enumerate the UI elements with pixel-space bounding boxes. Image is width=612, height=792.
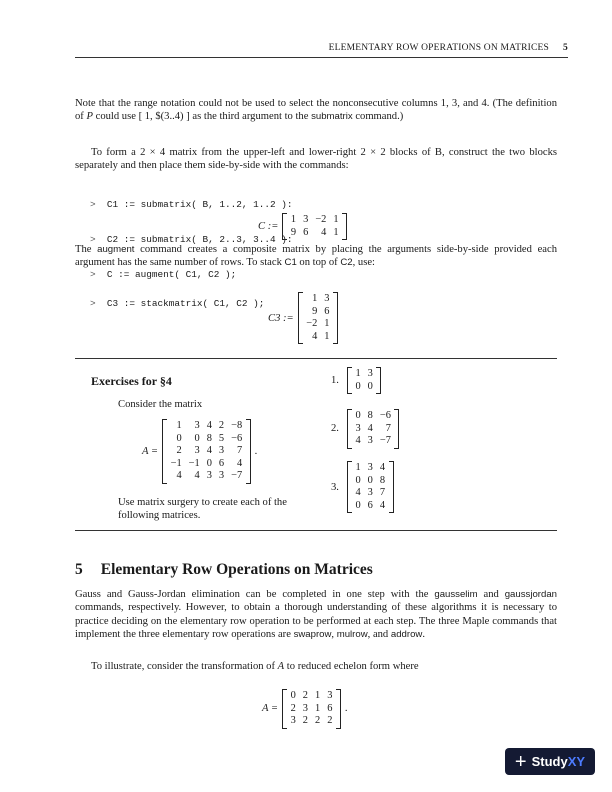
matrix-brackets <box>298 292 338 344</box>
exercises-instruction: Use matrix surgery to create each of the following matrices. <box>118 497 287 522</box>
header-rule <box>75 57 568 58</box>
matrix-brackets <box>162 419 251 484</box>
matrix-entry: 1 <box>324 318 330 330</box>
matrix-entry: 0 <box>290 690 296 701</box>
matrix-entry: 1 <box>314 690 321 701</box>
matrix-entry: 1 <box>324 330 330 342</box>
matrix-row <box>287 214 342 227</box>
matrix-entry: −2 <box>315 214 327 225</box>
matrix-entry: 3 <box>327 690 333 701</box>
matrix-entry: 0 <box>367 474 373 486</box>
matrix-C <box>258 213 347 240</box>
matrix-entry: −2 <box>306 318 318 330</box>
matrix-row <box>352 423 394 436</box>
matrix-entry: 1 <box>333 214 339 225</box>
matrix-row <box>287 227 342 240</box>
matrix-entry: 3 <box>355 422 361 434</box>
matrix-entry: 4 <box>367 422 373 434</box>
matrix-entry: 4 <box>379 462 386 473</box>
matrix-brackets <box>282 689 341 729</box>
matrix-entry: 0 <box>194 432 200 444</box>
matrix-row <box>352 500 389 513</box>
matrix-label: A = <box>262 703 279 715</box>
matrix-entry: 0 <box>176 432 182 444</box>
matrix-entry: 4 <box>206 420 212 431</box>
matrix-row <box>167 470 246 483</box>
matrix-entry: −8 <box>231 420 243 431</box>
exercise-item-2 <box>331 409 399 449</box>
matrix-entry: −7 <box>379 435 391 447</box>
matrix-row <box>303 318 333 331</box>
matrix-entry: 7 <box>236 445 243 457</box>
matrix-entry: 1 <box>290 214 297 225</box>
matrix-entry: 1 <box>312 293 318 304</box>
matrix-row <box>287 703 336 716</box>
matrix-entry: 3 <box>194 445 200 457</box>
matrix-entry: −1 <box>188 457 200 469</box>
matrix-brackets <box>347 367 381 394</box>
matrix-brackets <box>282 213 347 240</box>
matrix-entry: 7 <box>385 422 391 434</box>
matrix-entry: 9 <box>290 226 297 238</box>
matrix-entry: 4 <box>355 487 361 499</box>
matrix-entry: 4 <box>206 445 212 457</box>
plus-icon: + <box>514 750 527 773</box>
item-number: 1. <box>331 375 339 387</box>
matrix-A-example <box>262 689 348 729</box>
matrix-row <box>287 715 336 728</box>
matrix-entry: 3 <box>302 702 308 714</box>
matrix-entry: 2 <box>218 420 225 431</box>
matrix-entry: 6 <box>367 499 373 511</box>
code-line: > C := augment( C1, C2 ); <box>90 268 237 280</box>
matrix-entry: 6 <box>218 457 225 469</box>
matrix-entry: −6 <box>231 432 243 444</box>
matrix-label: C := <box>258 221 279 233</box>
matrix-entry: 0 <box>206 457 212 469</box>
matrix-entry: 8 <box>206 432 212 444</box>
matrix-entry: 3 <box>303 214 309 225</box>
matrix-entry: 1 <box>355 462 361 473</box>
matrix-entry: 4 <box>236 457 243 469</box>
code-line: > C3 := stackmatrix( C1, C2 ); <box>90 298 265 310</box>
matrix-entry: 0 <box>355 380 361 392</box>
matrix-entry: −1 <box>170 457 182 469</box>
matrix-entry: 1 <box>176 420 182 431</box>
matrix-entry: 4 <box>355 435 361 447</box>
exercises-heading: Exercises for §4 <box>91 374 172 388</box>
matrix-row <box>352 487 389 500</box>
matrix-label: C3 := <box>268 312 294 324</box>
matrix-entry: 2 <box>314 715 321 727</box>
matrix-label: A = <box>142 445 159 457</box>
matrix-entry: 0 <box>355 499 361 511</box>
matrix-entry: 3 <box>324 293 330 304</box>
matrix-row <box>303 293 333 306</box>
matrix-trailing-period: . <box>344 703 348 715</box>
matrix-entry: 6 <box>324 305 330 317</box>
matrix-entry: 5 <box>218 432 225 444</box>
matrix-entry: 0 <box>355 410 361 421</box>
exercises-bottom-rule <box>75 530 557 531</box>
matrix-entry: 4 <box>194 470 200 482</box>
matrix-entry: 1 <box>333 226 339 238</box>
matrix-entry: 2 <box>176 445 182 457</box>
code-line: > C2 := submatrix( B, 2..3, 3..4 ): <box>90 233 293 245</box>
matrix-entry: 4 <box>379 499 386 511</box>
matrix-row <box>352 475 389 488</box>
page-number: 5 <box>563 43 568 53</box>
matrix-entry: 3 <box>206 470 212 482</box>
matrix-row <box>352 381 376 394</box>
matrix-entry: 3 <box>194 420 200 431</box>
matrix-C3 <box>268 292 338 344</box>
matrix-entry: 3 <box>367 435 373 447</box>
matrix-row <box>352 410 394 423</box>
matrix-entry: 2 <box>290 702 296 714</box>
matrix-entry: 2 <box>327 715 333 727</box>
paragraph-gauss: Gauss and Gauss-Jordan elimination can be completed in one step with the gausselim and gaussjordan commands, respectively. However, to obtain a thorough understanding of these algorithms it is necessary to practice deciding on the elementary row operation to be performed at each step. The three Maple commands that implement the three elementary row operations are swaprow, mulrow, and addrow. <box>75 589 557 641</box>
matrix-row <box>352 435 394 448</box>
matrix-entry: 8 <box>367 410 373 421</box>
matrix-entry: 3 <box>218 445 225 457</box>
matrix-entry: 2 <box>302 690 308 701</box>
matrix-entry: 1 <box>314 702 321 714</box>
matrix-entry: 3 <box>367 487 373 499</box>
matrix-brackets <box>347 461 394 513</box>
running-header <box>300 43 568 53</box>
matrix-entry: 2 <box>302 715 308 727</box>
matrix-entry: 1 <box>355 368 361 379</box>
code-line: > C1 := submatrix( B, 1..2, 1..2 ): <box>90 199 293 211</box>
matrix-entry: 0 <box>355 474 361 486</box>
matrix-row <box>303 331 333 344</box>
matrix-row <box>303 306 333 319</box>
matrix-row <box>167 420 246 433</box>
exercise-item-3 <box>331 461 394 513</box>
matrix-entry: 8 <box>379 474 386 486</box>
matrix-entry: 3 <box>367 368 373 379</box>
matrix-entry: 3 <box>367 462 373 473</box>
badge-label: StudyXY <box>531 754 586 769</box>
matrix-row <box>167 458 246 471</box>
matrix-entry: 3 <box>218 470 225 482</box>
matrix-row <box>352 368 376 381</box>
section-heading: 5 Elementary Row Operations on Matrices <box>75 561 373 578</box>
matrix-entry: 4 <box>312 330 318 342</box>
exercise-matrix-A <box>142 419 257 484</box>
matrix-entry: 6 <box>327 702 333 714</box>
matrix-entry: −7 <box>231 470 243 482</box>
studyxy-badge[interactable] <box>505 748 595 775</box>
matrix-entry: 4 <box>176 470 182 482</box>
item-number: 3. <box>331 481 339 493</box>
paragraph-range-note: Note that the range notation could not be used to select the nonconsecutive columns 1, 3, and 4. (The definition of P could use [ 1, $(3..4) ] as the third argument to the submatrix command.) <box>75 98 557 123</box>
matrix-entry: 4 <box>321 226 327 238</box>
paragraph-illustrate: To illustrate, consider the transformation of A to reduced echelon form where <box>91 661 419 672</box>
matrix-entry: 6 <box>303 226 309 238</box>
matrix-brackets <box>347 409 399 449</box>
exercises-intro: Consider the matrix <box>118 399 203 410</box>
matrix-row <box>167 433 246 446</box>
header-title: ELEMENTARY ROW OPERATIONS ON MATRICES <box>328 43 550 53</box>
matrix-entry: 0 <box>367 380 373 392</box>
matrix-entry: 3 <box>290 715 296 727</box>
matrix-entry: 9 <box>312 305 318 317</box>
matrix-row <box>167 445 246 458</box>
matrix-entry: 7 <box>379 487 386 499</box>
matrix-entry: −6 <box>379 410 391 421</box>
exercise-item-1 <box>331 367 381 394</box>
exercises-top-rule <box>75 358 557 359</box>
paragraph-augment: The augment command creates a composite matrix by placing the arguments side-by-side provided each argument has the same number of rows. To stack C1 on top of C2, use: <box>75 244 557 269</box>
code-block-stack <box>90 275 264 321</box>
matrix-row <box>287 690 336 703</box>
paragraph-form-matrix: To form a 2 × 4 matrix from the upper-left and lower-right 2 × 2 blocks of B, construct the two blocks separately and then place them side-by-side with the commands: <box>75 147 557 172</box>
item-number: 2. <box>331 423 339 435</box>
matrix-row <box>352 462 389 475</box>
matrix-trailing-period: . <box>254 445 258 457</box>
